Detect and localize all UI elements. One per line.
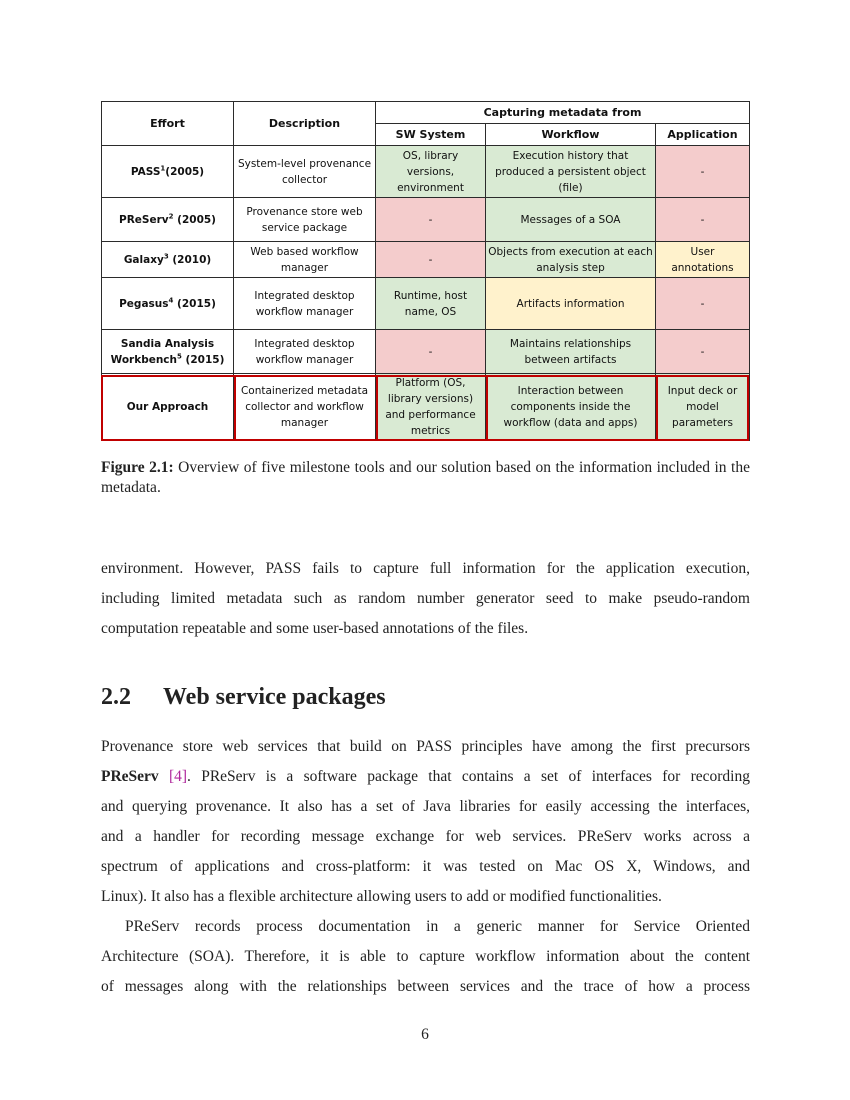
application-cell: -	[656, 198, 750, 242]
workflow-cell: Maintains relationships between artifacts	[486, 330, 656, 374]
description-cell: Provenance store web service package	[234, 198, 376, 242]
text-line: spectrum of applications and cross-platform: it was tested on Mac OS X, Windows, and	[101, 858, 750, 875]
text-line: and a handler for recording message exchange for web services. PReServ works across a	[101, 828, 750, 845]
description-cell: Integrated desktop workflow manager	[234, 330, 376, 374]
sw-system-cell: Platform (OS, library versions) and performance metrics	[376, 374, 486, 441]
application-cell: User annotations	[656, 242, 750, 278]
metadata-comparison-table	[101, 101, 750, 441]
effort-cell	[102, 374, 234, 441]
header-capturing-metadata: Capturing metadata from	[376, 102, 750, 124]
description-cell: Containerized metadata collector and workflow manager	[234, 374, 376, 441]
effort-footnote: 5	[177, 352, 182, 360]
workflow-cell: Interaction between components inside the workflow (data and apps)	[486, 374, 656, 441]
effort-cell	[102, 330, 234, 374]
table-row	[102, 242, 750, 278]
sw-system-cell: -	[376, 242, 486, 278]
metadata-comparison-table-wrap	[101, 101, 749, 441]
description-cell: System-level provenance collector	[234, 146, 376, 198]
text-line: Architecture (SOA). Therefore, it is able to capture workflow information about the content	[101, 948, 750, 965]
effort-name: PReServ	[119, 213, 169, 226]
section-number: 2.2	[101, 684, 131, 710]
effort-footnote: 1	[160, 164, 166, 172]
sw-system-cell: -	[376, 330, 486, 374]
description-cell: Web based workflow manager	[234, 242, 376, 278]
effort-name: Sandia Analysis Workbench	[110, 337, 215, 366]
effort-footnote: 2	[168, 212, 174, 220]
effort-year: (2005)	[173, 213, 216, 226]
effort-cell	[102, 198, 234, 242]
workflow-cell: Execution history that produced a persistent object (file)	[486, 146, 656, 198]
page-number: 6	[421, 1026, 429, 1043]
figure-label: Figure 2.1:	[101, 459, 174, 476]
effort-year: (2015)	[181, 353, 225, 366]
effort-cell	[102, 242, 234, 278]
sw-system-cell: -	[376, 198, 486, 242]
application-cell: -	[656, 146, 750, 198]
preserv-bold-term: PReServ	[101, 768, 159, 785]
effort-year: (2010)	[168, 253, 212, 266]
table-row	[102, 278, 750, 330]
table-row	[102, 146, 750, 198]
effort-footnote: 3	[163, 252, 169, 260]
header-effort: Effort	[102, 102, 234, 146]
table-row	[102, 198, 750, 242]
application-cell: -	[656, 330, 750, 374]
text-line: environment. However, PASS fails to capture full information for the application execution,	[101, 560, 750, 577]
text-line: Linux). It also has a flexible architecture allowing users to add or modified functionalities.	[101, 888, 662, 905]
citation-link[interactable]: [4]	[168, 768, 188, 785]
effort-name: PASS	[130, 165, 161, 178]
application-cell: Input deck or model parameters	[656, 374, 750, 441]
workflow-cell: Messages of a SOA	[486, 198, 656, 242]
table-row-our-approach	[102, 374, 750, 441]
sw-system-cell: OS, library versions, environment	[376, 146, 486, 198]
effort-name: Our Approach	[126, 401, 209, 413]
paragraph-pass-continuation	[101, 554, 750, 644]
header-sw-system: SW System	[376, 124, 486, 146]
effort-footnote: 4	[168, 296, 174, 304]
header-application: Application	[656, 124, 750, 146]
text-run: . PReServ is a software package that contains a set of interfaces for recording	[187, 768, 750, 785]
sw-system-cell: Runtime, host name, OS	[376, 278, 486, 330]
figure-caption-text: Overview of five milestone tools and our solution based on the information included in the metadata.	[101, 459, 750, 496]
header-description: Description	[234, 102, 376, 146]
text-line: of messages along with the relationships between services and the trace of how a process	[101, 978, 750, 995]
effort-year: (2005)	[165, 165, 205, 178]
section-title: Web service packages	[163, 684, 386, 710]
text-line: and querying provenance. It also has a set of Java libraries for easily accessing the interfaces,	[101, 798, 750, 815]
effort-year: (2015)	[173, 297, 216, 310]
paragraph-preserv-soa	[101, 912, 750, 1002]
paragraph-preserv-intro	[101, 732, 750, 912]
workflow-cell: Objects from execution at each analysis step	[486, 242, 656, 278]
header-workflow: Workflow	[486, 124, 656, 146]
effort-cell	[102, 278, 234, 330]
text-line	[101, 762, 750, 792]
workflow-cell: Artifacts information	[486, 278, 656, 330]
text-line: computation repeatable and some user-based annotations of the files.	[101, 620, 529, 637]
text-line: Provenance store web services that build on PASS principles have among the first precursors	[101, 738, 750, 755]
table-header-row	[102, 102, 750, 124]
effort-cell	[102, 146, 234, 198]
table-row	[102, 330, 750, 374]
figure-caption	[101, 458, 750, 498]
text-line: including limited metadata such as random number generator seed to make pseudo-random	[101, 590, 750, 607]
effort-name: Pegasus	[119, 297, 169, 310]
description-cell: Integrated desktop workflow manager	[234, 278, 376, 330]
effort-name: Galaxy	[123, 253, 164, 266]
application-cell: -	[656, 278, 750, 330]
text-line: PReServ records process documentation in a generic manner for Service Oriented	[125, 918, 750, 935]
section-heading	[101, 680, 386, 714]
